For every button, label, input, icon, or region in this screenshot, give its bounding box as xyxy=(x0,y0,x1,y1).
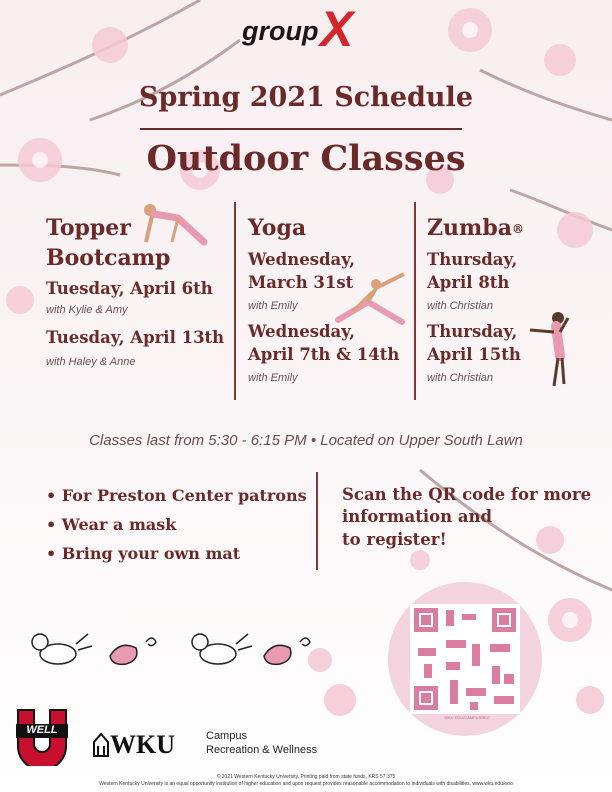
class-title-row xyxy=(427,214,577,244)
group-x-logo xyxy=(242,16,318,47)
bullet-item: • For Preston Center patrons xyxy=(46,486,307,505)
bullet-item: • Wear a mask xyxy=(46,515,177,534)
class-instructor: with Emily xyxy=(248,299,298,312)
class-date: Tuesday, April 6th xyxy=(46,279,213,299)
campus-rec-label xyxy=(206,730,317,758)
class-date: March 31st xyxy=(248,272,354,292)
class-date: Wednesday, xyxy=(248,321,355,341)
registered-mark: ® xyxy=(511,221,524,236)
well-logo xyxy=(14,708,70,766)
brand-x-mark: X xyxy=(320,1,354,57)
page-subtitle: Outdoor Classes xyxy=(146,138,466,179)
class-title: Topper xyxy=(46,215,131,241)
footer-copyright: © 2021 Western Kentucky University. Printing paid from state funds, KRS 57.375 xyxy=(216,774,396,780)
scan-line: to register! xyxy=(342,529,447,549)
class-date: April 7th & 14th xyxy=(248,344,400,364)
scan-instructions xyxy=(342,484,592,551)
class-date: Tuesday, April 13th xyxy=(46,328,225,348)
page-title: Spring 2021 Schedule xyxy=(138,82,473,113)
class-instructor: with Emily xyxy=(248,372,298,385)
class-instructor: with Haley & Anne xyxy=(46,355,136,368)
class-title: Zumba xyxy=(427,215,512,241)
campus-rec-line: Recreation & Wellness xyxy=(206,743,318,756)
class-instructor: with Christian xyxy=(427,372,494,385)
pushup-figure-icon xyxy=(138,198,210,250)
yoga-figure-icon xyxy=(332,268,410,328)
scan-line: Scan the QR code for more xyxy=(342,485,592,504)
scan-line: information and xyxy=(342,507,493,527)
class-date: April 15th xyxy=(427,344,521,364)
class-title: Yoga xyxy=(248,215,307,241)
qr-code-matrix xyxy=(410,604,520,714)
column-divider xyxy=(414,202,416,400)
title-divider xyxy=(140,128,462,130)
well-logo-text: WELL xyxy=(26,724,58,736)
class-date: Wednesday, xyxy=(248,249,355,269)
qr-code[interactable] xyxy=(388,582,542,736)
wku-cupola-icon xyxy=(92,732,110,758)
wku-logo-text: WKU xyxy=(110,730,175,759)
class-time-location: Classes last from 5:30 - 6:15 PM • Located on Upper South Lawn xyxy=(89,432,523,449)
class-instructor: with Kylie & Amy xyxy=(46,304,128,317)
class-date: April 8th xyxy=(427,272,510,292)
section-divider xyxy=(316,472,318,570)
qr-caption: WKU.EDU/CAMPUSREC xyxy=(444,715,490,720)
class-date: Thursday, xyxy=(427,321,518,341)
dancer-figure-icon xyxy=(524,308,576,390)
bullet-item: • Bring your own mat xyxy=(46,544,241,563)
footer-disclaimer: Western Kentucky University is an equal opportunity institution of higher education and upon request provides reasonable accommodation to individuals with disabilities. www.wku.edu/eoo xyxy=(99,781,513,787)
mascot-row-icon xyxy=(18,628,318,676)
class-title: Bootcamp xyxy=(46,244,171,271)
campus-rec-line: Campus xyxy=(206,730,247,742)
brand-name: group xyxy=(242,16,319,46)
class-instructor: with Christian xyxy=(427,299,494,312)
class-date: Thursday, xyxy=(427,249,518,269)
